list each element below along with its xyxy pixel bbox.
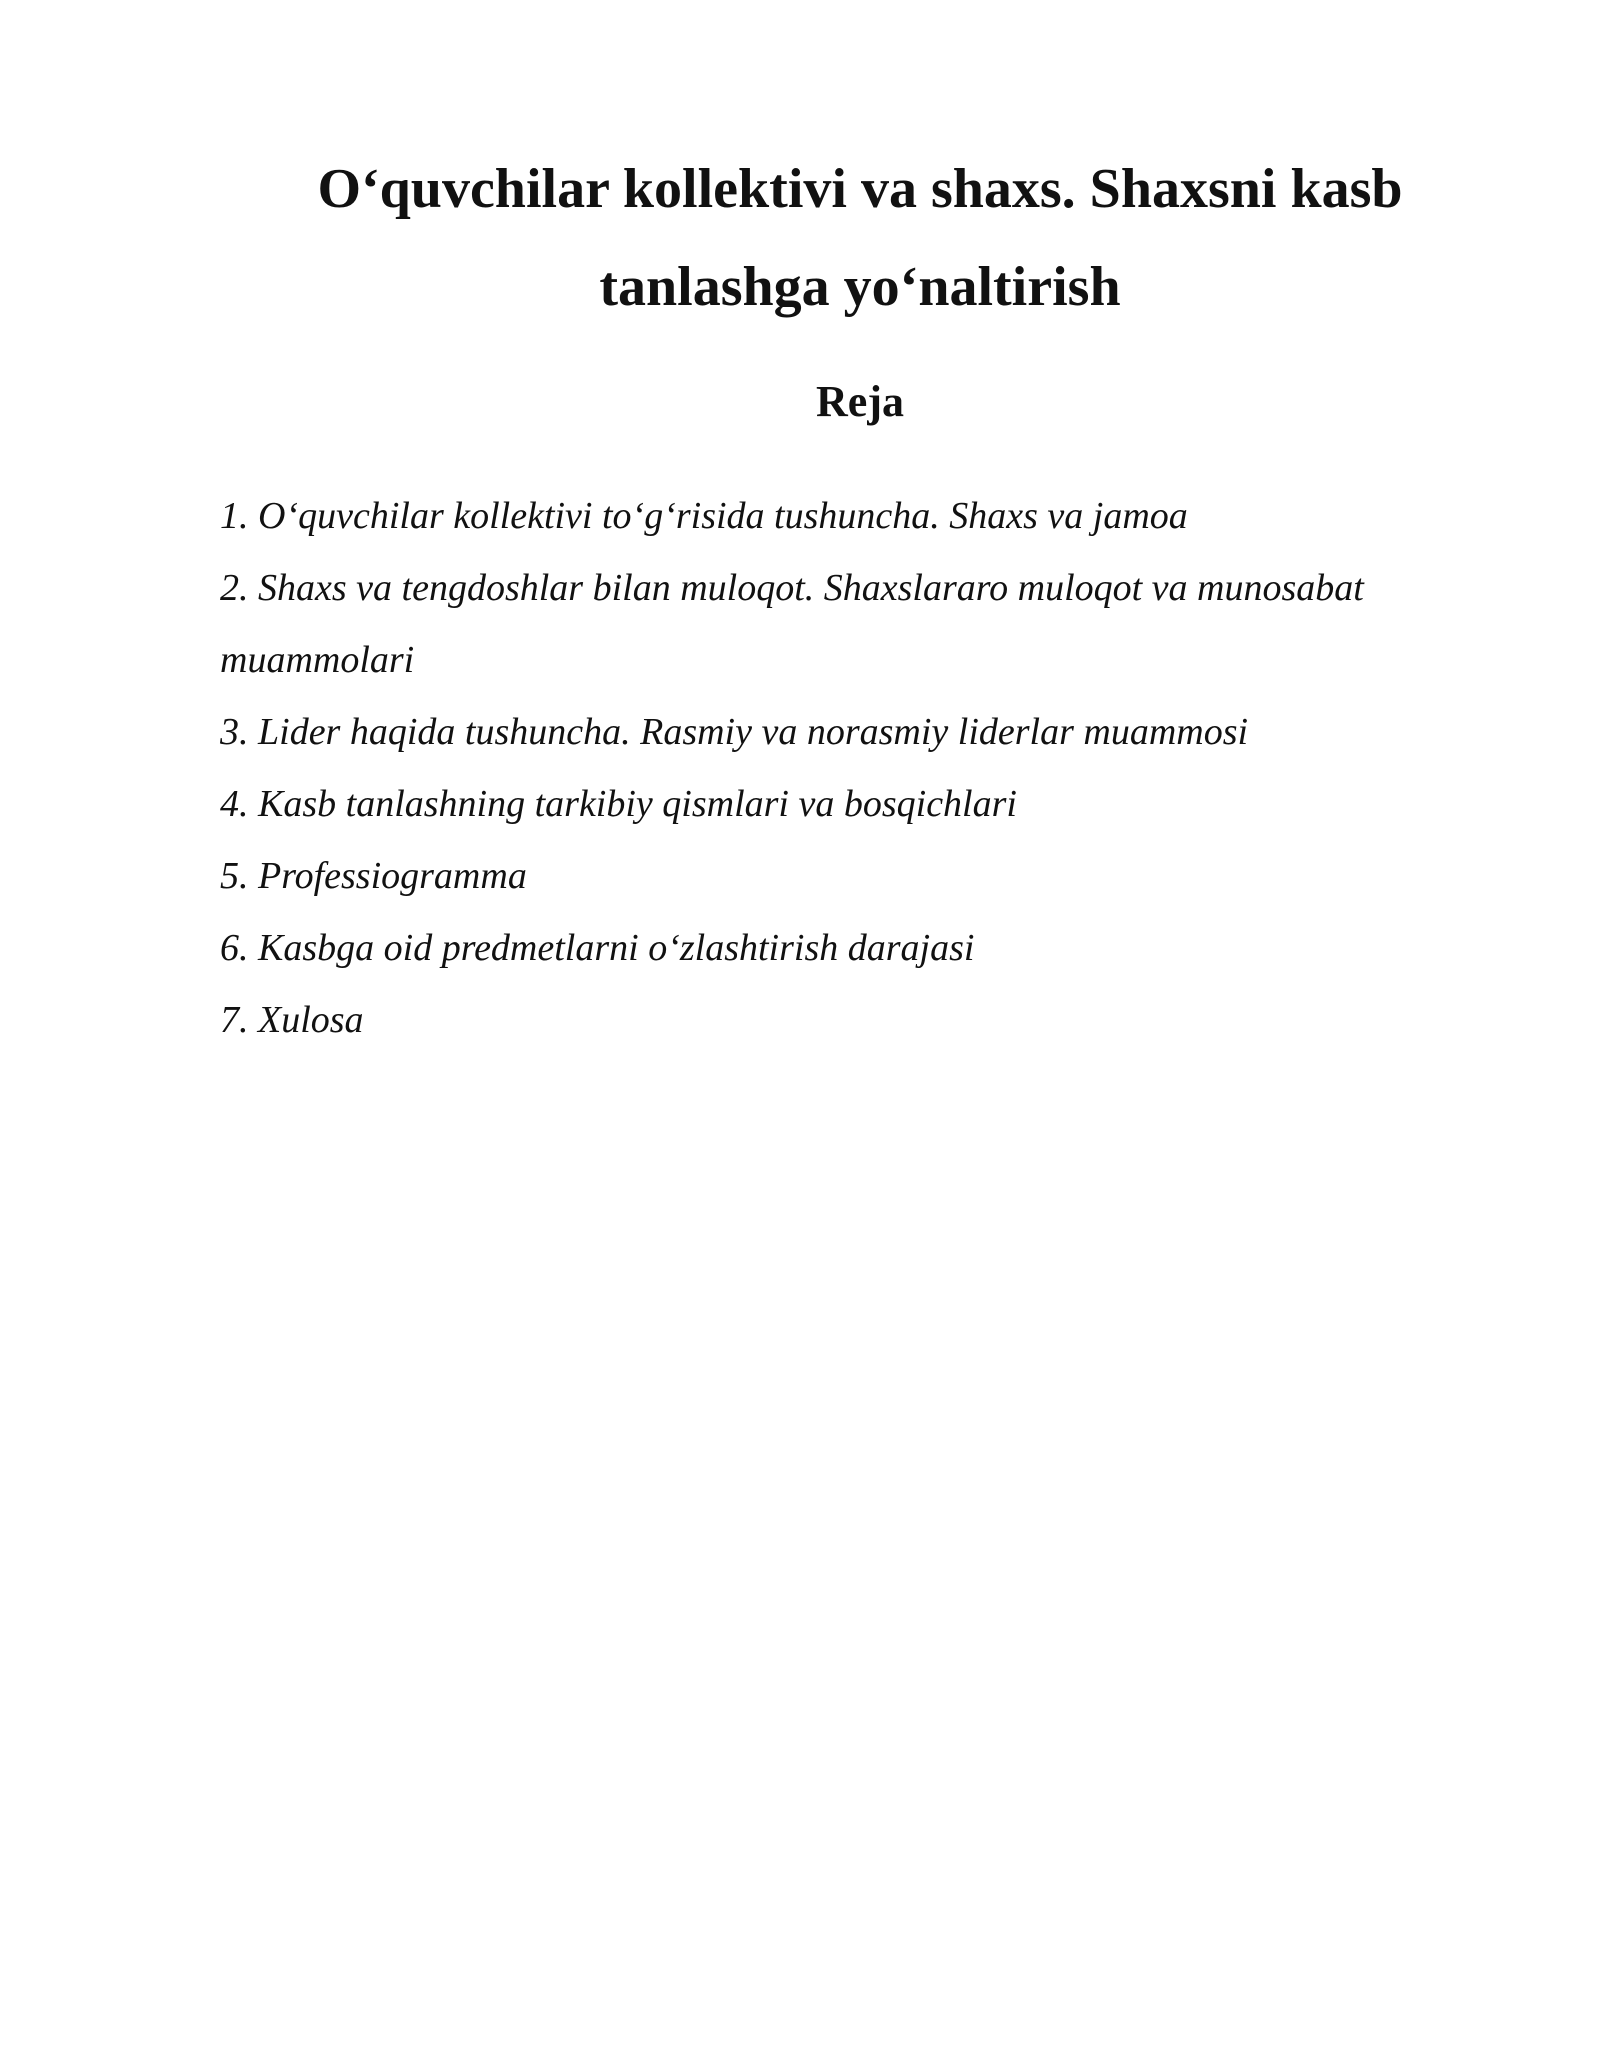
plan-item: 7. Xulosa [220,999,364,1041]
document-title-line-2: tanlashga yo‘naltirish [599,256,1121,318]
document-title-line-1: O‘quvchilar kollektivi va shaxs. Shaxsni kasb [317,158,1403,220]
plan-item: 3. Lider haqida tushuncha. Rasmiy va norasmiy liderlar muammosi [220,711,1249,753]
plan-list [220,480,1520,1056]
plan-item: 5. Professiogramma [220,855,527,897]
plan-item: 4. Kasb tanlashning tarkibiy qismlari va bosqichlari [220,783,1017,825]
document-title [220,140,1500,336]
plan-item: 6. Kasbga oid predmetlarni o‘zlashtirish darajasi [220,927,975,969]
plan-item: 1. O‘quvchilar kollektivi to‘g‘risida tushuncha. Shaxs va jamoa [220,495,1188,537]
plan-item: 2. Shaxs va tengdoshlar bilan muloqot. Shaxslararo muloqot va munosabat muammolari [220,567,1364,681]
plan-heading: Reja [816,377,904,426]
